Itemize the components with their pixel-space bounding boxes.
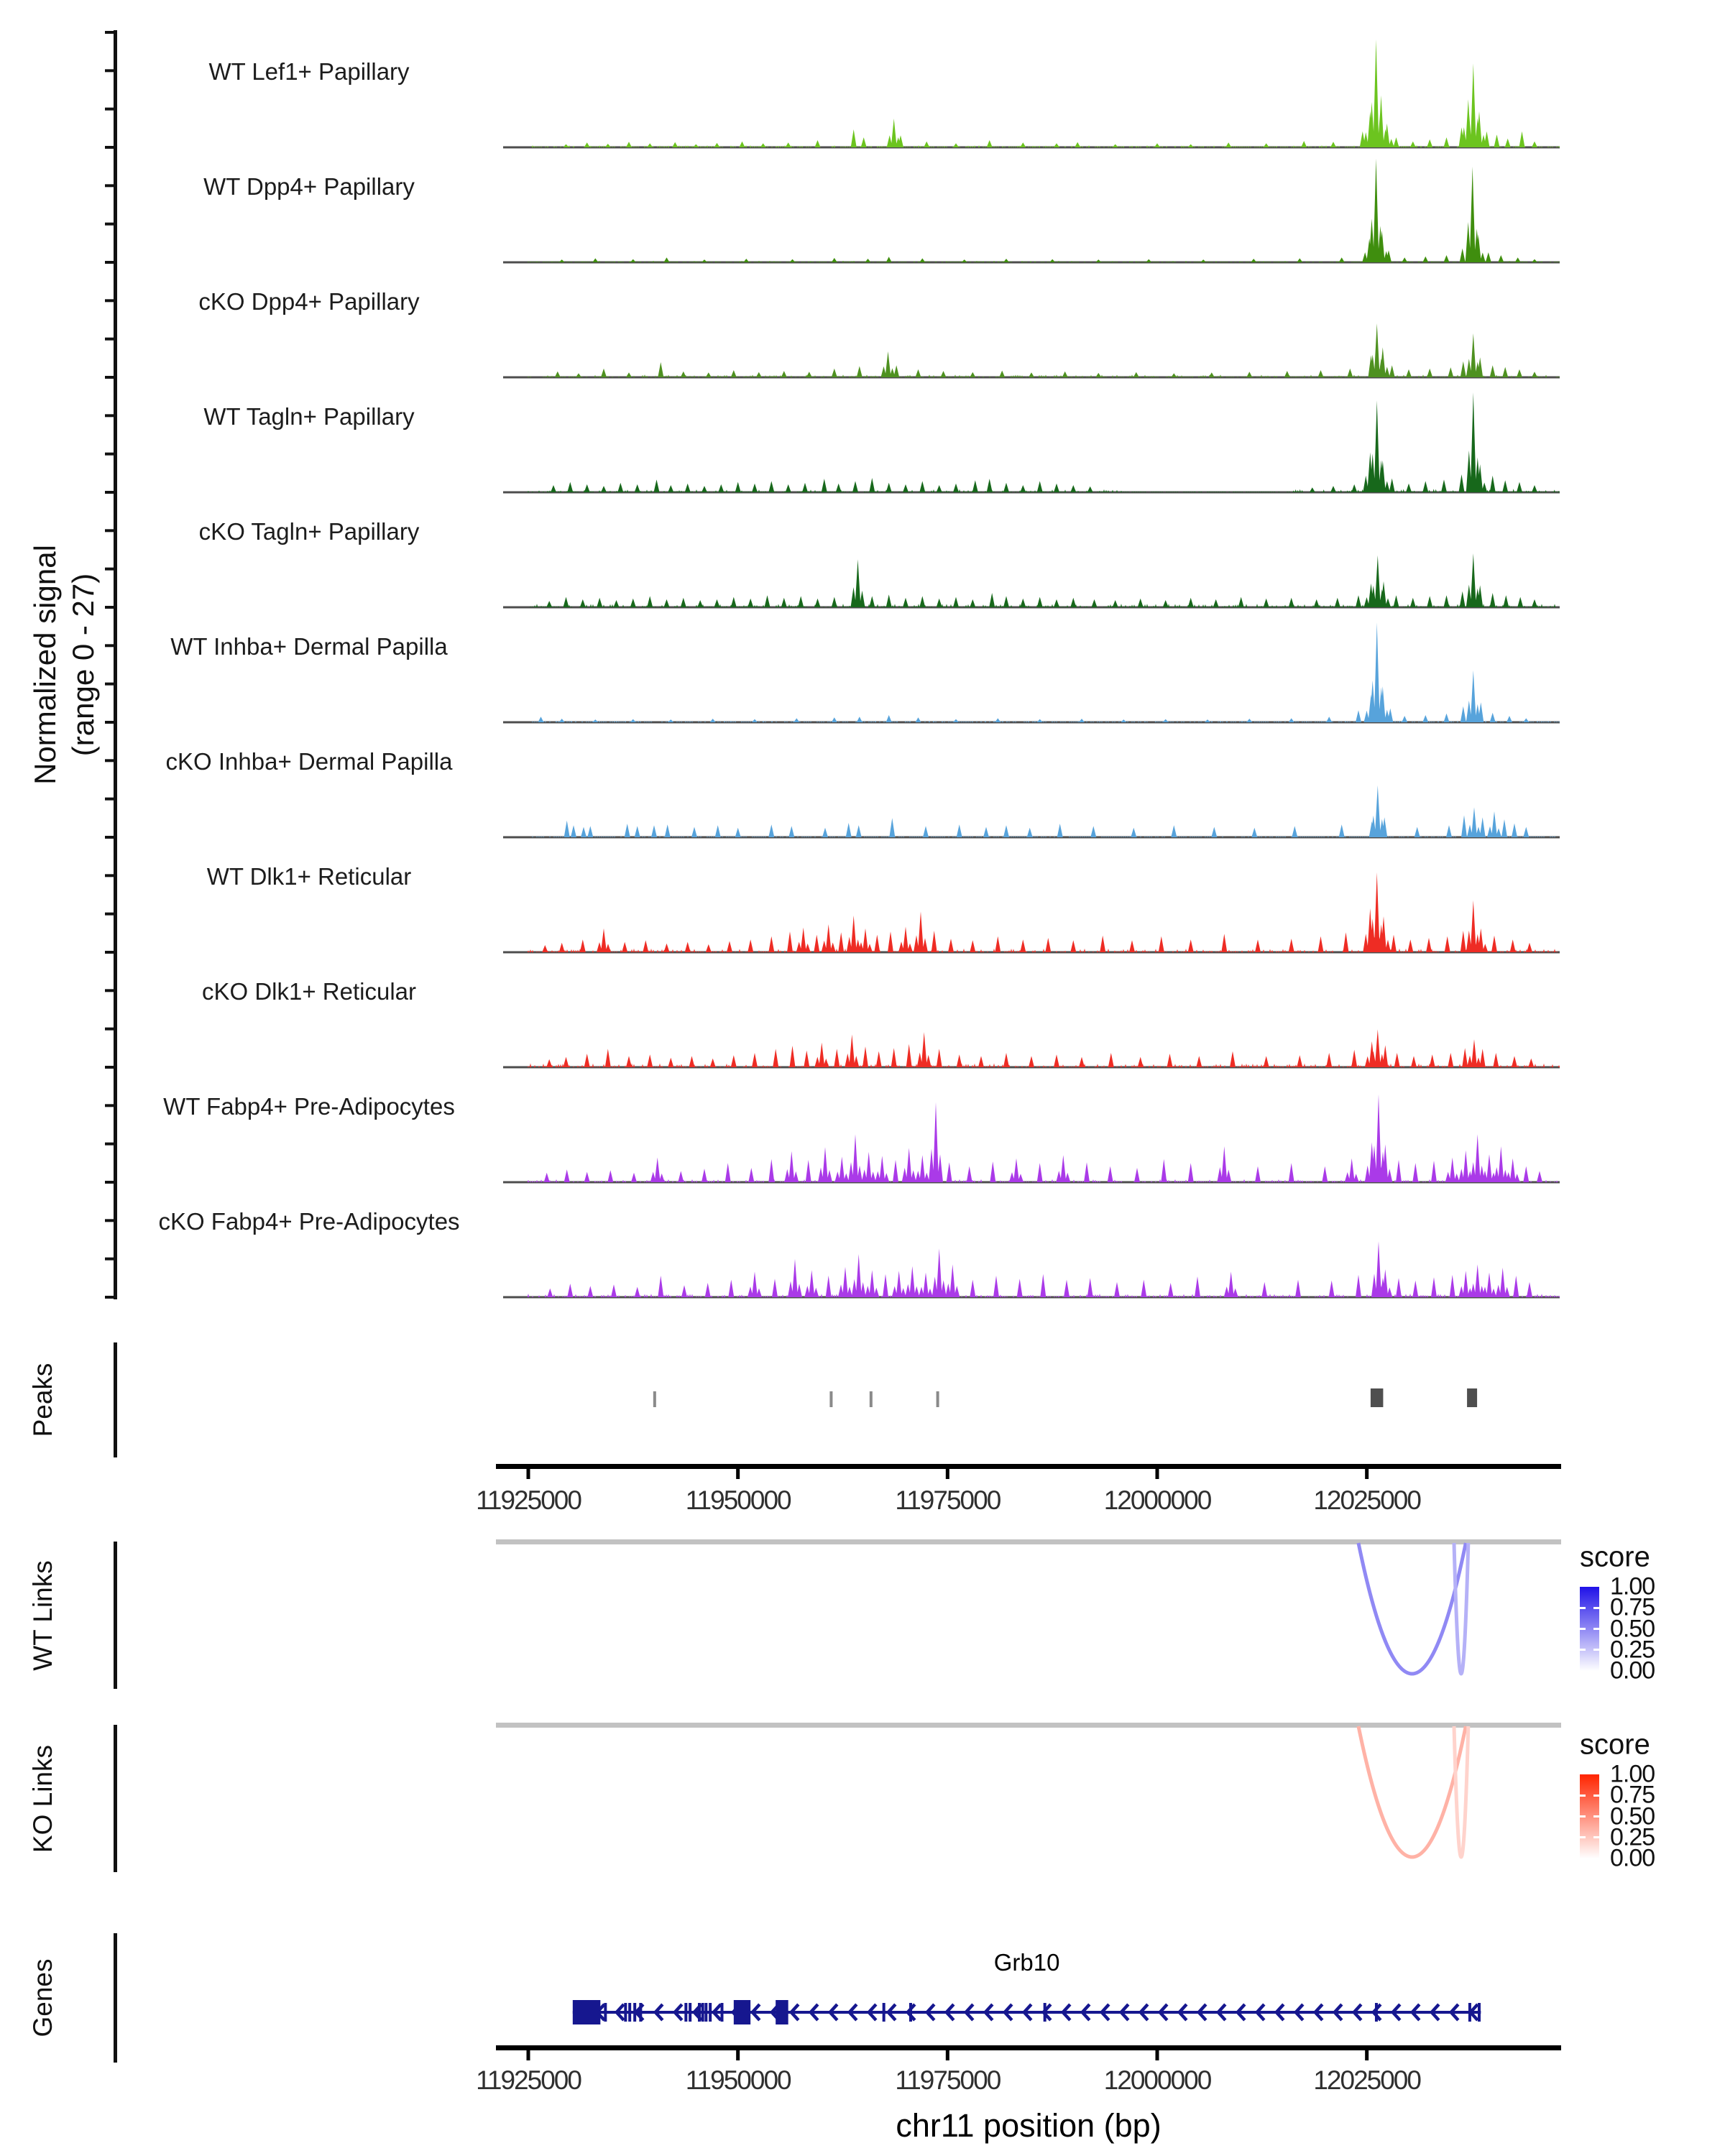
ko-score-tick-label: 1.00	[1610, 1760, 1655, 1788]
coverage-area	[532, 40, 1560, 147]
coverage-area	[530, 553, 1556, 607]
wt-links-label: WT Links	[28, 1560, 58, 1671]
peaks-track	[114, 1342, 1477, 1457]
peak-mark	[870, 1391, 873, 1407]
wt-links-panel	[114, 1539, 1561, 1689]
signal-track-9	[503, 1095, 1560, 1182]
signal-track-4	[503, 553, 1560, 607]
peak-mark	[829, 1391, 832, 1407]
axis-tick-label: 11975000	[895, 1485, 1000, 1515]
peak-mark	[653, 1391, 656, 1407]
track-label: WT Tagln+ Papillary	[203, 403, 415, 430]
ko-links-panel	[114, 1723, 1561, 1872]
axis-tick-label: 11975000	[895, 2065, 1000, 2095]
track-label: WT Dlk1+ Reticular	[206, 863, 412, 890]
track-label: cKO Tagln+ Papillary	[198, 518, 420, 545]
track-label: cKO Inhba+ Dermal Papilla	[165, 748, 453, 775]
wt-score-tick-label: 0.50	[1610, 1615, 1655, 1642]
gradient-notch	[1580, 1815, 1586, 1818]
wt-score-tick-label: 1.00	[1610, 1572, 1655, 1600]
x-axis-title: chr11 position (bp)	[896, 2107, 1162, 2144]
y-axis	[105, 30, 117, 1299]
gene-name: Grb10	[993, 1949, 1060, 1976]
genes-label: Genes	[28, 1958, 58, 2037]
ko-score-tick-label: 0.00	[1610, 1844, 1655, 1872]
ko-score-gradient	[1580, 1774, 1599, 1858]
coverage-area	[532, 786, 1556, 837]
coverage-area	[528, 1095, 1558, 1182]
signal-track-1	[503, 159, 1560, 262]
track-label: cKO Dpp4+ Papillary	[198, 288, 420, 315]
track-label: WT Fabp4+ Pre-Adipocytes	[163, 1093, 455, 1120]
wt-score-tick-label: 0.75	[1610, 1593, 1655, 1621]
genome-axis	[496, 1464, 1561, 1479]
signal-track-6	[503, 786, 1560, 837]
coverage-area	[528, 872, 1558, 952]
axis-tick-label: 12000000	[1103, 1485, 1211, 1515]
ko-score-tick-label: 0.25	[1610, 1823, 1655, 1851]
signal-track-10	[503, 1241, 1560, 1297]
gradient-notch	[1580, 1795, 1586, 1797]
gradient-notch	[1593, 1795, 1599, 1797]
gradient-notch	[1593, 1628, 1599, 1630]
gradient-notch	[1580, 1836, 1586, 1838]
gradient-notch	[1593, 1836, 1599, 1838]
wt-score-tick-label: 0.25	[1610, 1636, 1655, 1664]
gradient-notch	[1593, 1815, 1599, 1818]
wt-score-gradient	[1580, 1587, 1599, 1671]
gradient-notch	[1580, 1607, 1586, 1609]
signal-track-2	[503, 323, 1560, 377]
track-label: WT Lef1+ Papillary	[208, 58, 410, 85]
peak-mark	[1371, 1388, 1384, 1407]
peaks-label: Peaks	[28, 1363, 58, 1437]
axis-tick-label: 12025000	[1313, 1485, 1420, 1515]
signal-track-3	[503, 392, 1560, 492]
track-label: WT Inhba+ Dermal Papilla	[170, 633, 448, 660]
signal-track-0	[503, 40, 1560, 147]
coverage-area	[528, 1029, 1560, 1067]
ko-score-legend-title: score	[1580, 1728, 1650, 1761]
genome-axis	[496, 2045, 1561, 2060]
axis-tick-label: 11925000	[476, 1485, 581, 1515]
coverage-area	[532, 622, 1560, 722]
ko-links-label: KO Links	[28, 1744, 58, 1853]
gradient-notch	[1593, 1607, 1599, 1609]
wt-score-legend-title: score	[1580, 1541, 1650, 1573]
track-label: cKO Fabp4+ Pre-Adipocytes	[158, 1208, 460, 1235]
signal-track-5	[503, 622, 1560, 722]
axis-tick-label: 11950000	[685, 1485, 791, 1515]
peak-mark	[937, 1391, 939, 1407]
ko-score-tick-label: 0.75	[1610, 1781, 1655, 1809]
y-axis-label-line1: Normalized signal	[28, 545, 62, 785]
peak-mark	[1467, 1388, 1477, 1407]
gradient-notch	[1580, 1628, 1586, 1630]
coverage-area	[528, 323, 1560, 377]
gene-model	[114, 1933, 1481, 2063]
coverage-area	[528, 159, 1560, 262]
gradient-notch	[1580, 1649, 1586, 1651]
axis-tick-label: 11950000	[685, 2065, 791, 2095]
ko-link-arc	[1358, 1726, 1466, 1857]
axis-tick-label: 12025000	[1313, 2065, 1420, 2095]
ko-score-tick-label: 0.50	[1610, 1802, 1655, 1830]
wt-score-tick-label: 0.00	[1610, 1657, 1655, 1685]
signal-track-8	[503, 1029, 1560, 1067]
track-label: WT Dpp4+ Papillary	[203, 173, 415, 200]
gradient-notch	[1593, 1649, 1599, 1651]
axis-tick-label: 11925000	[476, 2065, 581, 2095]
y-axis-label-line2: (range 0 - 27)	[66, 573, 100, 757]
signal-track-7	[503, 872, 1560, 952]
axis-tick-label: 12000000	[1103, 2065, 1211, 2095]
coverage-area	[528, 1241, 1560, 1297]
coverage-area	[528, 392, 1560, 492]
wt-link-arc	[1358, 1543, 1466, 1674]
track-label: cKO Dlk1+ Reticular	[201, 978, 417, 1005]
